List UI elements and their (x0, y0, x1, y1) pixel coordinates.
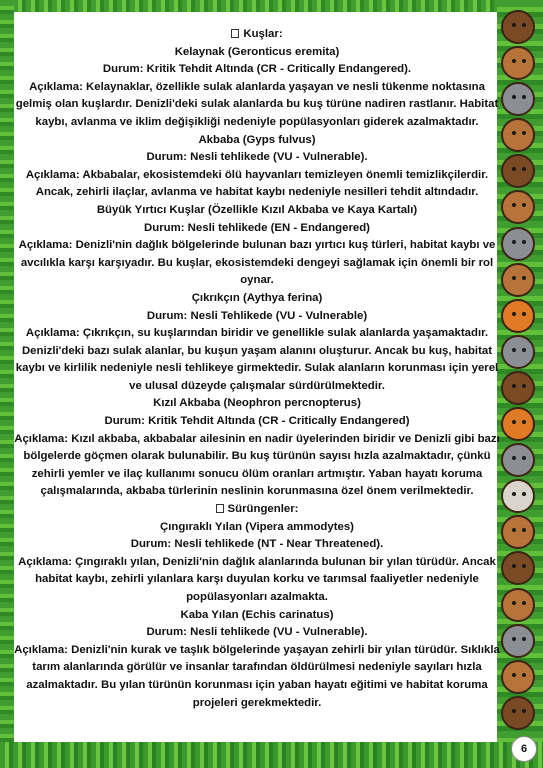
deer-icon (501, 118, 535, 152)
bear-icon (501, 10, 535, 44)
bear-icon (501, 371, 535, 405)
species-name: Kelaynak (Geronticus eremita) (174, 45, 340, 58)
species-status: Durum: Kritik Tehdit Altında (CR - Critically Endangered) (104, 415, 410, 428)
raccoon-icon (501, 82, 535, 116)
section-heading (14, 26, 500, 44)
species-status: Durum: Kritik Tehdit Altında (CR - Critically Endangered). (102, 63, 412, 76)
deer-icon (501, 660, 535, 694)
deer-icon (501, 46, 535, 80)
placeholder-glyph-icon (216, 504, 224, 513)
species-status: Durum: Nesli tehlikede (NT - Near Threatened). (130, 538, 384, 551)
species-status: Durum: Nesli Tehlikede (VU - Vulnerable) (146, 309, 368, 322)
raccoon-icon (501, 227, 535, 261)
species-name: Kızıl Akbaba (Neophron percnopterus) (153, 397, 361, 410)
species-name: Çıngıraklı Yılan (Vipera ammodytes) (160, 520, 354, 533)
fox-icon (501, 407, 535, 441)
rabbit-icon (501, 479, 535, 513)
raccoon-icon (501, 335, 535, 369)
section-heading (14, 501, 500, 519)
species-description: Açıklama: Akbabalar, ekosistemdeki ölü hayvanları temizleyen önemli temizlikçilerdir. Ancak, zehirli ilaçlar, avlanma ve habitat kaybı nedeniyle nesilleri tehdit altındadır. (25, 168, 489, 199)
species-status: Durum: Nesli tehlikede (VU - Vulnerable). (146, 151, 368, 164)
document-body (14, 26, 500, 712)
species-status: Durum: Nesli tehlikede (VU - Vulnerable). (146, 626, 368, 639)
bear-icon (501, 154, 535, 188)
page-number: 6 (511, 736, 537, 762)
bear-icon (501, 696, 535, 730)
species-name: Akbaba (Gyps fulvus) (198, 133, 316, 146)
grass-border-left (0, 0, 14, 768)
species-name: Kaba Yılan (Echis carinatus) (180, 608, 334, 621)
section-title: Sürüngenler: (227, 503, 299, 516)
species-description: Açıklama: Çıkrıkçın, su kuşlarından biridir ve genellikle sulak alanlarda yaşamaktadır. Denizli'deki bazı sulak alanlar, bu kuşun yaşam alanını oluşturur. Ancak bu kuş, habitat kaybı ve kirlilik nedeniyle nesli tehlikeye girmektedir. Sulak alanların korunması için yerel ve ulusal düzeyde çalışmalar sürdürülmektedir. (15, 327, 499, 392)
species-name: Çıkrıkçın (Aythya ferina) (191, 291, 323, 304)
species-description: Açıklama: Denizli'nin dağlık bölgelerinde bulunan bazı yırtıcı kuş türleri, habitat kaybı ve avcılıkla karşı karşıyadır. Bu kuşlar, ekosistemdeki dengeyi sağlamak için önemli bir rol oynar. (18, 239, 496, 287)
grass-border-top (0, 0, 543, 12)
species-description: Açıklama: Çıngıraklı yılan, Denizli'nin dağlık alanlarında bulunan bir yılan türüdür. Ancak habitat kaybı, zehirli yılanlara karşı duyulan korku ve tarımsal faaliyetler nedeniyle popülasyonları azalmakta. (18, 555, 496, 603)
species-status: Durum: Nesli tehlikede (EN - Endangered) (144, 221, 370, 234)
species-description: Açıklama: Denizli'nin kurak ve taşlık bölgelerinde yaşayan zehirli bir yılan türüdür. Sıklıkla tarım alanlarında görülür ve insanlar tarafından öldürülmesi nedeniyle sayıları hızla azalmaktadır. Bu yılan türünün korunması için yaban hayatı eğitimi ve habitat koruma projeleri gerekmektedir. (14, 643, 500, 709)
deer-icon (501, 515, 535, 549)
species-description: Açıklama: Kızıl akbaba, akbabalar ailesinin en nadir üyelerinden biridir ve Denizli gibi bazı bölgelerde göçmen olarak bulunabilir. Bu kuş türünün sayısı hızla azalmaktadır, çünkü zehirli yemler ve ilaç kullanımı sonucu ölüm oranları artmıştır. Yaban hayatı koruma çalışmalarında, akbaba türlerinin neslinin korunmasına özel önem verilmektedir. (14, 432, 500, 498)
raccoon-icon (501, 443, 535, 477)
deer-icon (501, 588, 535, 622)
bear-icon (501, 551, 535, 585)
deer-icon (501, 263, 535, 297)
animal-border-column (493, 10, 543, 730)
species-description: Açıklama: Kelaynaklar, özellikle sulak alanlarda yaşayan ve nesli tükenme noktasına gelmiş olan kuşlardır. Denizli'deki sulak alanlarda bu kuş türüne nadiren rastlanır. Habitat kaybı, avlanma ve iklim değişikliği nedeniyle popülasyonları giderek azalmaktadır. (15, 80, 499, 128)
placeholder-glyph-icon (231, 29, 239, 38)
deer-icon (501, 190, 535, 224)
raccoon-icon (501, 624, 535, 658)
species-name: Büyük Yırtıcı Kuşlar (Özellikle Kızıl Akbaba ve Kaya Kartalı) (96, 203, 418, 216)
fox-icon (501, 299, 535, 333)
section-title: Kuşlar: (243, 28, 283, 40)
grass-border-bottom (0, 742, 543, 768)
